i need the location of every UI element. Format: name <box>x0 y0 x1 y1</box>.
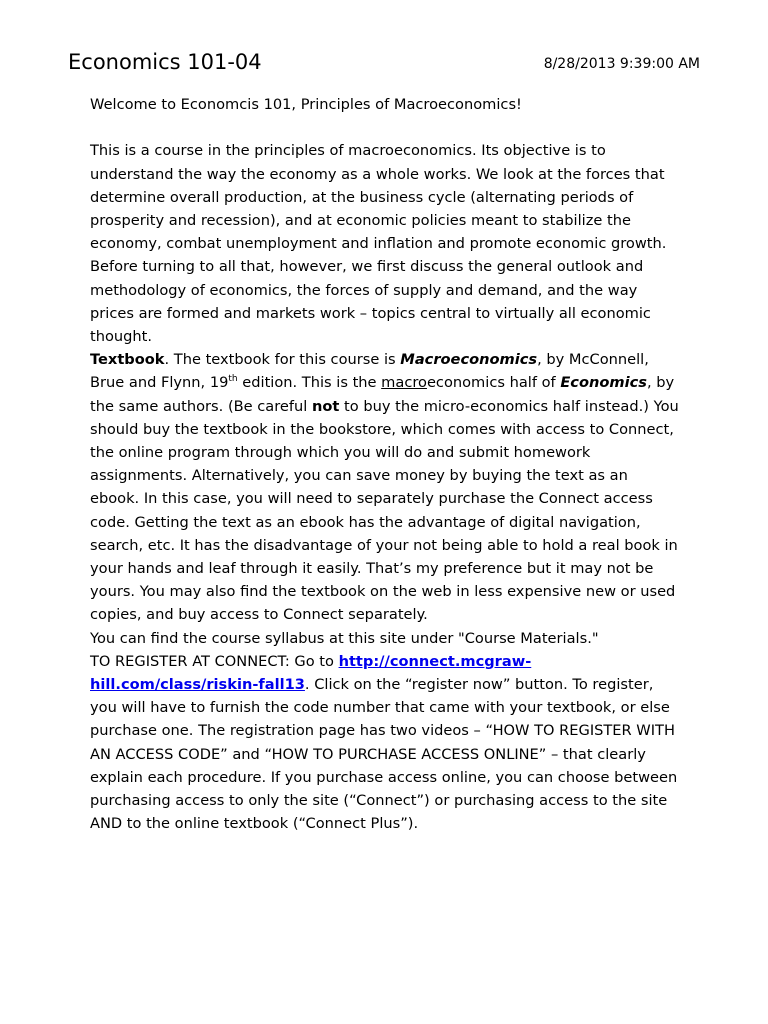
welcome-paragraph: Welcome to Economcis 101, Principles of Macroeconomics! <box>90 96 522 113</box>
textbook-text-1: . The textbook for this course is <box>164 351 401 369</box>
textbook-text-6: to buy the micro-economics half instead.) You should buy the textbook in the bookstore, which comes with access to Connect, the online program through which you will do and submit homework assignments. Alternatively, you can save money by buying the text as an ebook. In this case, you will need to separately purchase the Connect access code. Getting the text as an ebook has the advantage of digital navigation, search, etc. It has the disadvantage of your not being able to hold a real book in your hands and leaf through it easily. That’s my preference but it may not be yours. You may also find the textbook on the web in less expensive new or used copies, and buy access to Connect separately. <box>90 397 679 624</box>
textbook-text-4: economics half of <box>426 374 561 392</box>
syllabus-paragraph: You can find the course syllabus at this site under "Course Materials." <box>90 629 599 647</box>
textbook-text-3: edition. This is the <box>237 374 382 392</box>
book-title-macroeconomics: Macroeconomics <box>400 351 538 369</box>
intro-paragraph: This is a course in the principles of macroeconomics. Its objective is to understand the way the economy as a whole works. We look at the forces that determine overall production, at the business cycle (alternating periods of prosperity and recession), and at economic policies meant to stabilize the economy, combat unemployment and inflation and promote economic growth. Before turning to all that, however, we first discuss the general outlook and methodology of economics, the forces of supply and demand, and the way prices are formed and markets work – topics central to virtually all economic thought. <box>90 142 667 346</box>
textbook-heading: Textbook <box>90 351 165 369</box>
macro-underlined: macro <box>381 374 427 392</box>
register-text-2: . Click on the “register now” button. To register, you will have to furnish the code number that came with your textbook, or else purchase one. The registration page has two videos – “HOW TO REGISTER WITH AN ACCESS CODE” and “HOW TO PURCHASE ACCESS ONLINE” – that clearly explain each procedure. If you purchase access online, you can choose between purchasing access to only the site (“Connect”) or purchasing access to the site AND to the online textbook (“Connect Plus”). <box>90 676 678 833</box>
document-body <box>90 93 680 835</box>
document-datetime: 8/28/2013 9:39:00 AM <box>543 56 700 72</box>
not-emphasis: not <box>311 397 340 415</box>
register-text-1: TO REGISTER AT CONNECT: Go to <box>90 652 339 670</box>
document-header <box>68 48 702 80</box>
textbook-text-2: , by McConnell, Brue and Flynn, 19 <box>90 351 649 392</box>
book-title-economics: Economics <box>560 374 647 392</box>
edition-superscript: th <box>228 374 238 385</box>
register-paragraph <box>90 650 680 836</box>
connect-register-link[interactable]: http://connect.mcgraw-hill.com/class/riskin-fall13 <box>90 652 532 694</box>
paragraph-gap <box>90 116 680 139</box>
textbook-text-5: , by the same authors. (Be careful <box>90 374 675 415</box>
document-title: Economics 101-04 <box>68 50 262 74</box>
textbook-paragraph <box>90 348 680 626</box>
